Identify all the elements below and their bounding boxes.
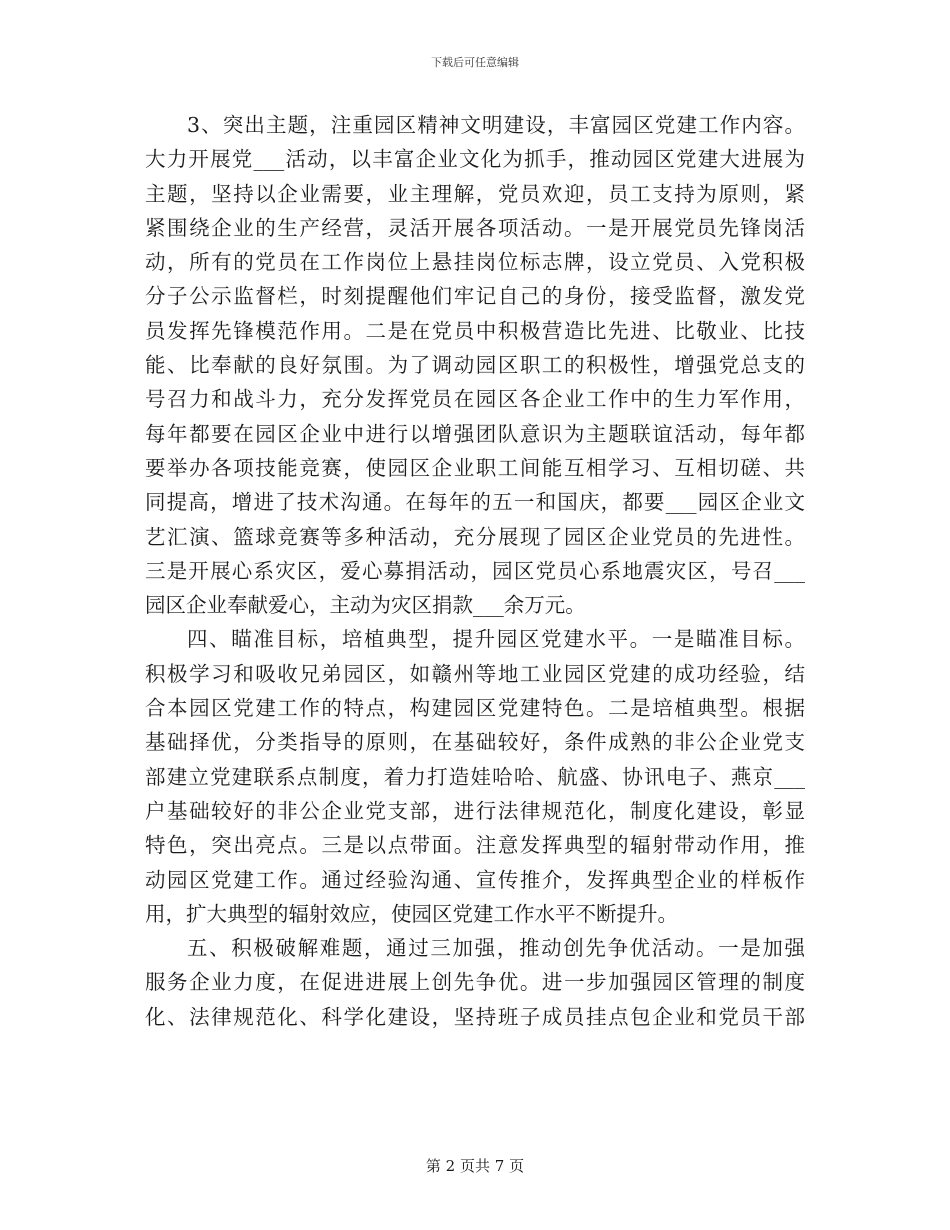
paragraph-2 [145,622,805,931]
text-line: 化、法律规范化、科学化建设，坚持班子成员挂点包企业和党员干部 [145,1004,805,1029]
text-line: 园区企业奉献爱心，主动为灾区捐款___余万元。 [145,593,586,618]
paragraph-3 [145,931,805,1034]
text-line: 三是开展心系灾区，爱心募捐活动，园区党员心系地震灾区，号召___ [145,558,805,583]
text-line: 部建立党建联系点制度，着力打造娃哈哈、航盛、协讯电子、燕京___ [145,764,805,789]
text-line: 能、比奉献的良好氛围。为了调动园区职工的积极性，增强党总支的 [145,353,805,378]
text-line: 大力开展党___活动，以丰富企业文化为抓手，推动园区党建大进展为 [145,147,805,172]
text-line: 同提高，增进了技术沟通。在每年的五一和国庆，都要___园区企业文 [145,490,805,515]
page-number: 第 2 页共 7 页 [425,1157,525,1175]
text-line: 基础择优，分类指导的原则，在基础较好，条件成熟的非公企业党支 [145,730,805,755]
text-line: 用，扩大典型的辐射效应，使园区党建工作水平不断提升。 [145,901,678,926]
text-line: 主题，坚持以企业需要，业主理解，党员欢迎，员工支持为原则，紧 [145,181,805,206]
document-body [145,108,805,1034]
text-line: 四、瞄准目标，培植典型，提升园区党建水平。一是瞄准目标。 [187,627,805,652]
paragraph-1 [145,108,805,622]
text-line: 合本园区党建工作的特点，构建园区党建特色。二是培植典型。根据 [145,696,805,721]
text-line: 分子公示监督栏，时刻提醒他们牢记自己的身份，接受监督，激发党 [145,284,805,309]
text-line: 动园区党建工作。通过经验沟通、宣传推介，发挥典型企业的样板作 [145,867,805,892]
text-line: 3、突出主题，注重园区精神文明建设，丰富园区党建工作内容。 [187,113,805,137]
text-line: 五、积极破解难题，通过三加强，推动创先争优活动。一是加强 [187,936,805,961]
text-line: 紧围绕企业的生产经营，灵活开展各项活动。一是开展党员先锋岗活 [145,215,805,240]
page-header: 下载后可任意编辑 [431,56,519,69]
text-line: 号召力和战斗力，充分发挥党员在园区各企业工作中的生力军作用， [145,387,805,412]
text-line: 员发挥先锋模范作用。二是在党员中积极营造比先进、比敬业、比技 [145,318,805,343]
text-line: 每年都要在园区企业中进行以增强团队意识为主题联谊活动，每年都 [145,421,805,446]
text-line: 服务企业力度，在促进进展上创先争优。进一步加强园区管理的制度 [145,970,805,995]
text-line: 动，所有的党员在工作岗位上悬挂岗位标志牌，设立党员、入党积极 [145,250,805,275]
text-line: 艺汇演、篮球竞赛等多种活动，充分展现了园区企业党员的先进性。 [145,524,805,549]
text-line: 特色，突出亮点。三是以点带面。注意发挥典型的辐射带动作用，推 [145,833,805,858]
text-line: 积极学习和吸收兄弟园区，如赣州等地工业园区党建的成功经验，结 [145,661,805,686]
text-line: 要举办各项技能竞赛，使园区企业职工间能互相学习、互相切磋、共 [145,455,805,480]
text-line: 户基础较好的非公企业党支部，进行法律规范化，制度化建设，彰显 [145,798,805,823]
